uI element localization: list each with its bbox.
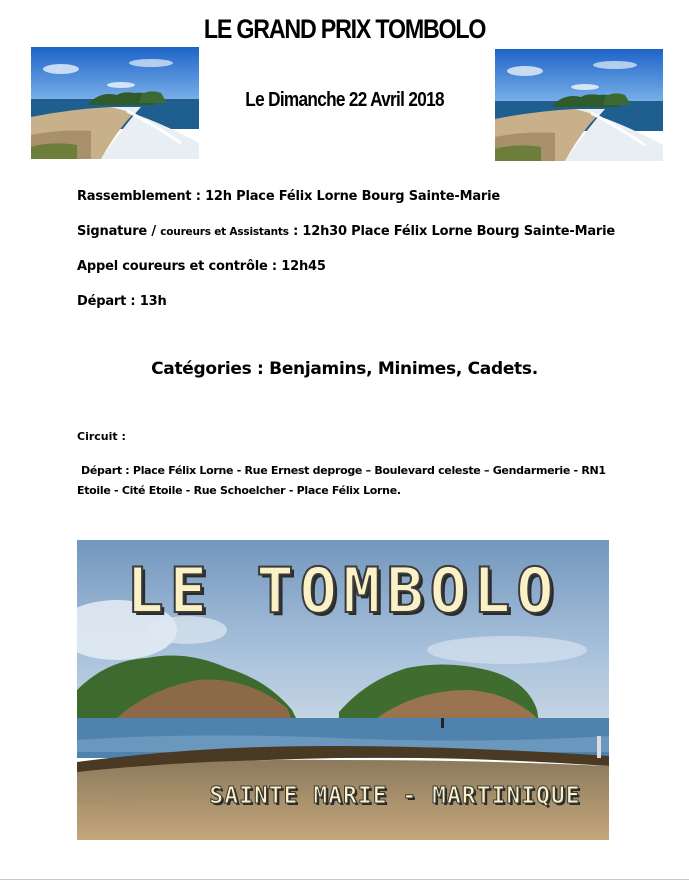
banner-title: LE TOMBOLO: [126, 554, 560, 627]
signature-prefix: Signature /: [77, 224, 161, 239]
signature-small-text: coureurs et Assistants: [160, 226, 289, 238]
categories-heading: Catégories : Benjamins, Minimes, Cadets.: [151, 359, 538, 379]
page-bottom-divider: [0, 879, 689, 880]
tombolo-photo-right: [495, 49, 663, 161]
signature-line: [77, 224, 615, 239]
signature-suffix: : 12h30 Place Félix Lorne Bourg Sainte-Marie: [288, 224, 615, 239]
circuit-label: Circuit :: [77, 430, 126, 443]
depart-line: Départ : 13h: [77, 294, 167, 309]
tombolo-photo-left: [31, 47, 199, 159]
banner-subtitle: SAINTE MARIE - MARTINIQUE: [209, 783, 581, 809]
appel-line: Appel coureurs et contrôle : 12h45: [77, 259, 326, 274]
flyer-title: LE GRAND PRIX TOMBOLO: [203, 14, 486, 44]
circuit-route: Départ : Place Félix Lorne - Rue Ernest deproge – Boulevard celeste – Gendarmerie - RN1 Etoile - Cité Etoile - Rue Schoelcher - Place Félix Lorne.: [77, 464, 606, 497]
rassemblement-line: Rassemblement : 12h Place Félix Lorne Bourg Sainte-Marie: [77, 189, 500, 204]
event-date: Le Dimanche 22 Avril 2018: [245, 89, 444, 111]
tombolo-banner: [77, 540, 609, 840]
